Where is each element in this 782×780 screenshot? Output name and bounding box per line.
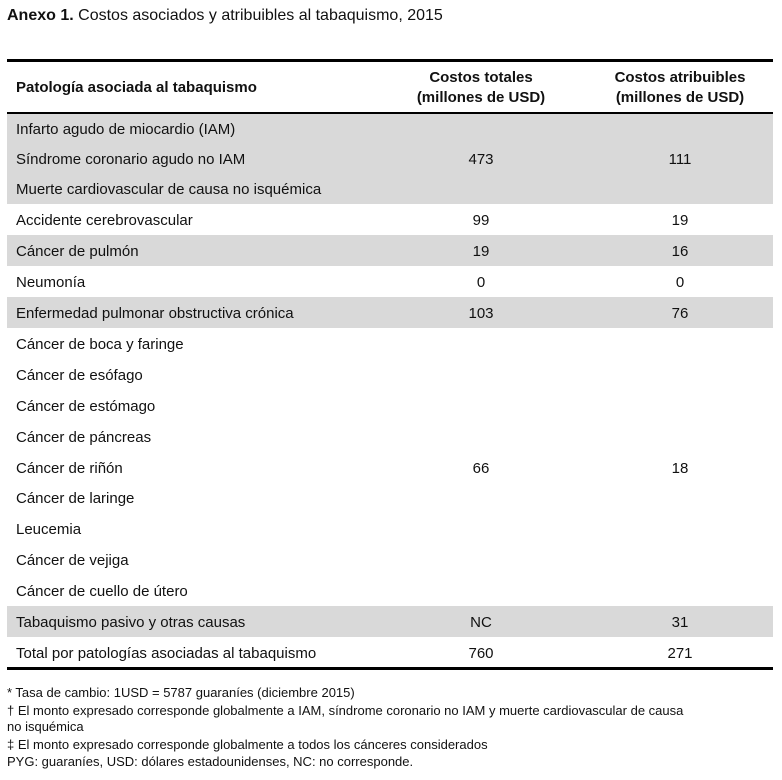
table-title-text: Costos asociados y atribuibles al tabaquismo, 2015 <box>78 7 443 24</box>
row-label: Cáncer de riñón <box>16 460 123 477</box>
footnote-abbreviations: PYG: guaraníes, USD: dólares estadounidenses, NC: no corresponde. <box>7 754 414 769</box>
row-attributable: 19 <box>671 212 689 229</box>
row-attributable: 31 <box>671 614 689 631</box>
row-label: Neumonía <box>16 274 86 291</box>
total-row-total: 760 <box>468 645 494 662</box>
table-title <box>7 7 443 25</box>
row-label: Tabaquismo pasivo y otras causas <box>16 614 246 631</box>
row-label: Accidente cerebrovascular <box>16 212 193 229</box>
header-total-costs-line2: (millones de USD) <box>416 89 546 106</box>
header-attributable-costs <box>580 68 780 108</box>
row-label: Cáncer de cuello de útero <box>16 583 188 600</box>
row-attributable: 76 <box>671 305 689 322</box>
row-attributable: 0 <box>675 274 685 291</box>
row-total: 66 <box>472 460 490 477</box>
row-label: Cáncer de esófago <box>16 367 143 384</box>
footnote-dagger-line1: † El monto expresado corresponde globalmente a IAM, síndrome coronario no IAM y muerte cardiovascular de causa <box>7 703 684 718</box>
row-attributable: 111 <box>668 151 692 168</box>
row-attributable: 16 <box>671 243 689 260</box>
footnote-double-dagger: ‡ El monto expresado corresponde globalmente a todos los cánceres considerados <box>7 737 488 752</box>
row-label: Cáncer de estómago <box>16 398 156 415</box>
row-total: 0 <box>476 274 486 291</box>
row-attributable: 18 <box>671 460 689 477</box>
row-label: Muerte cardiovascular de causa no isquémica <box>16 181 322 198</box>
header-total-costs <box>381 68 581 108</box>
row-label: Enfermedad pulmonar obstructiva crónica <box>16 305 294 322</box>
bottom-rule <box>7 667 773 670</box>
row-total: 99 <box>472 212 490 229</box>
row-total: 473 <box>468 151 494 168</box>
row-label: Cáncer de laringe <box>16 490 135 507</box>
row-label: Cáncer de vejiga <box>16 552 129 569</box>
row-label: Cáncer de páncreas <box>16 429 152 446</box>
row-total: NC <box>470 614 492 631</box>
row-label: Cáncer de pulmón <box>16 243 139 260</box>
header-attributable-costs-line2: (millones de USD) <box>615 89 745 106</box>
row-label: Infarto agudo de miocardio (IAM) <box>16 121 236 138</box>
total-row-label: Total por patologías asociadas al tabaquismo <box>16 645 317 662</box>
row-label: Leucemia <box>16 521 82 538</box>
total-row-attributable: 271 <box>667 645 693 662</box>
header-attributable-costs-line1: Costos atribuibles <box>614 69 746 86</box>
table-title-prefix: Anexo 1. <box>7 7 74 24</box>
row-label: Cáncer de boca y faringe <box>16 336 184 353</box>
header-pathology: Patología asociada al tabaquismo <box>16 79 257 96</box>
top-rule <box>7 59 773 62</box>
row-total: 19 <box>472 243 490 260</box>
header-total-costs-line1: Costos totales <box>429 69 533 86</box>
row-label: Síndrome coronario agudo no IAM <box>16 151 246 168</box>
footnote-exchange-rate: * Tasa de cambio: 1USD = 5787 guaraníes (diciembre 2015) <box>7 685 355 700</box>
footnote-dagger-line2: no isquémica <box>7 719 84 734</box>
row-total: 103 <box>468 305 494 322</box>
